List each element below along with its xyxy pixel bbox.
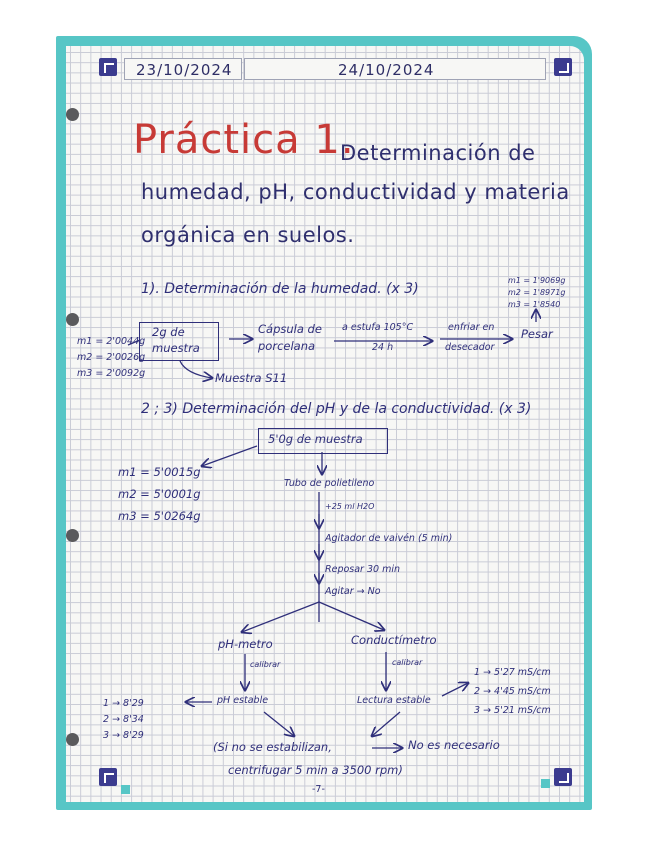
- arrow-to-note-right: [372, 712, 400, 736]
- agua-label: +25 ml H2O: [325, 502, 375, 511]
- ph-value-2: 2 → 8'34: [103, 714, 144, 725]
- enfriar-label: enfriar en: [448, 322, 495, 333]
- section1-heading: 1). Determinación de la humedad. (x 3): [141, 281, 419, 297]
- tick-m1: [128, 340, 140, 345]
- note-line1: (Si no se estabilizan,: [213, 740, 332, 754]
- pesar-label: Pesar: [521, 327, 553, 341]
- estufa-time: 24 h: [372, 342, 394, 353]
- initial-mass-2: m2 = 2'0026g: [77, 352, 146, 363]
- section2-heading: 2 ; 3) Determinación del pH y de la conductividad. (x 3): [141, 401, 532, 417]
- conductimetro-label: Conductímetro: [351, 633, 437, 647]
- title-line-2: humedad, pH, conductividad y materia: [141, 180, 570, 204]
- mass-s2-2: m2 = 5'0001g: [118, 487, 201, 501]
- tubo-label: Tubo de polietileno: [284, 478, 375, 489]
- mass-s2-1: m1 = 5'0015g: [118, 465, 201, 479]
- title-line-3: orgánica en suelos.: [141, 223, 355, 247]
- capsula-line1: Cápsula de: [258, 322, 322, 336]
- final-mass-2: m2 = 1'8971g: [508, 288, 566, 297]
- note-line2: centrifugar 5 min a 3500 rpm): [228, 763, 403, 777]
- date-right: 24/10/2024: [338, 61, 435, 79]
- conductivity-value-3: 3 → 5'21 mS/cm: [474, 705, 551, 716]
- arrow-to-phmetro: [242, 602, 319, 632]
- agitador-label: Agitador de vaivén (5 min): [325, 533, 453, 544]
- phmetro-label: pH-metro: [218, 637, 273, 651]
- calibrar-left: calibrar: [250, 660, 281, 669]
- muestra-id: Muestra S11: [215, 371, 288, 385]
- page-number: -7-: [312, 784, 325, 795]
- title-line-1: Determinación de: [340, 141, 536, 165]
- agitar-label: Agitar → No: [325, 586, 381, 597]
- ph-value-3: 3 → 8'29: [103, 730, 144, 741]
- practice-title: Práctica 1.: [133, 117, 355, 163]
- sample-box-line2: muestra: [152, 341, 200, 355]
- sample-box-5g-label: 5'0g de muestra: [268, 432, 363, 446]
- ph-estable-label: pH estable: [217, 695, 269, 706]
- conductivity-value-2: 2 → 4'45 mS/cm: [474, 686, 551, 697]
- final-mass-3: m3 = 1'8540: [508, 300, 561, 309]
- calibrar-right: calibrar: [392, 658, 423, 667]
- capsula-line2: porcelana: [258, 339, 316, 353]
- date-left: 23/10/2024: [136, 61, 233, 79]
- mass-s2-3: m3 = 5'0264g: [118, 509, 201, 523]
- ph-value-1: 1 → 8'29: [103, 698, 144, 709]
- arrow-to-masses: [202, 446, 257, 466]
- sample-box-line1: 2g de: [152, 325, 185, 339]
- arrow-muestra: [180, 361, 212, 378]
- reposar-label: Reposar 30 min: [325, 564, 401, 575]
- initial-mass-3: m3 = 2'0092g: [77, 368, 146, 379]
- arrow-to-conductimetro: [319, 602, 384, 630]
- initial-mass-1: m1 = 2'0044g: [77, 336, 146, 347]
- desecador-label: desecador: [445, 342, 495, 353]
- final-mass-1: m1 = 1'9069g: [508, 276, 566, 285]
- arrow-to-cond-values: [442, 683, 468, 696]
- lectura-estable-label: Lectura estable: [357, 695, 431, 706]
- conductivity-value-1: 1 → 5'27 mS/cm: [474, 667, 551, 678]
- arrow-to-note-left: [264, 712, 294, 736]
- estufa-label: a estufa 105°C: [342, 322, 414, 333]
- note-line1b: No es necesario: [408, 738, 500, 752]
